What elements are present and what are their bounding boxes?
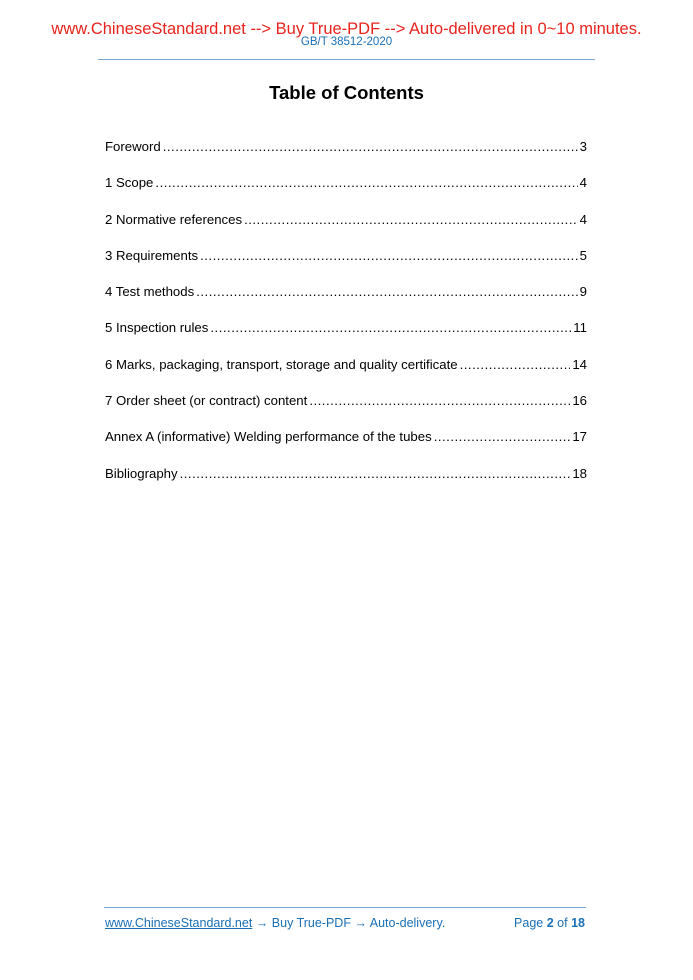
- toc-entry-page: 3: [579, 139, 587, 154]
- toc-entry-requirements[interactable]: [105, 246, 587, 282]
- footer-promo: [105, 916, 445, 930]
- toc-entry-page: 16: [572, 393, 587, 409]
- toc-entry-page: 5: [579, 247, 587, 263]
- toc-entry-scope[interactable]: [105, 173, 587, 209]
- toc-entry-page: 18: [572, 465, 587, 481]
- page-of: of: [557, 916, 568, 930]
- toc-entry-page: 4: [579, 175, 587, 191]
- toc-entry-test-methods[interactable]: [105, 282, 587, 318]
- page-indicator: [514, 916, 585, 930]
- document-code: GB/T 38512-2020: [300, 36, 393, 48]
- dot-leader: [210, 318, 571, 338]
- dot-leader: [196, 282, 577, 302]
- page-footer: [105, 916, 585, 930]
- dot-leader: [155, 173, 577, 193]
- dot-leader: [244, 210, 578, 230]
- toc-entry-page: 14: [572, 356, 587, 372]
- toc-entry-order-sheet[interactable]: [105, 391, 587, 427]
- toc-entry-page: 17: [572, 429, 587, 445]
- toc-entry-inspection-rules[interactable]: [105, 318, 587, 354]
- toc-entry-label: 4 Test methods: [105, 284, 195, 300]
- toc-entry-label: 7 Order sheet (or contract) content: [105, 393, 308, 409]
- toc-entry-foreword[interactable]: [105, 137, 587, 173]
- toc-entry-normative-references[interactable]: [105, 210, 587, 246]
- toc-entry-page: 9: [579, 284, 587, 300]
- toc-entry-marks-packaging[interactable]: [105, 355, 587, 391]
- page-current: 2: [546, 916, 554, 930]
- page-word: Page: [514, 916, 544, 930]
- toc-entry-bibliography[interactable]: [105, 464, 587, 500]
- dot-leader: [180, 464, 571, 484]
- promo-banner[interactable]: www.ChineseStandard.net --> Buy True-PDF --> Auto-delivered in 0~10 minutes.: [51, 20, 642, 38]
- footer-delivery-text: Auto-delivery.: [369, 916, 446, 930]
- toc-entry-label: 3 Requirements: [105, 247, 199, 263]
- footer-divider: [104, 907, 586, 908]
- toc-entry-page: 4: [579, 211, 587, 227]
- table-of-contents: [105, 137, 587, 500]
- page-total: 18: [571, 916, 585, 930]
- dot-leader: [434, 427, 571, 447]
- dot-leader: [163, 137, 578, 157]
- toc-entry-label: Bibliography: [105, 465, 178, 481]
- toc-entry-label: 2 Normative references: [105, 211, 243, 227]
- arrow-right-icon: →: [354, 916, 367, 930]
- toc-entry-label: 1 Scope: [105, 175, 154, 191]
- toc-entry-label: 5 Inspection rules: [105, 320, 209, 336]
- arrow-right-icon: →: [255, 916, 269, 930]
- header-divider: [98, 59, 595, 60]
- toc-entry-page: 11: [573, 320, 587, 336]
- footer-buy-text: Buy True-PDF: [271, 916, 351, 930]
- toc-entry-label: 6 Marks, packaging, transport, storage and quality certificate: [105, 356, 458, 372]
- toc-entry-label: Annex A (informative) Welding performance of the tubes: [105, 429, 432, 445]
- dot-leader: [460, 355, 571, 375]
- footer-site-link[interactable]: www.ChineseStandard.net: [105, 916, 253, 930]
- dot-leader: [309, 391, 570, 411]
- toc-entry-annex-a[interactable]: [105, 427, 587, 463]
- toc-entry-label: Foreword: [105, 139, 161, 154]
- dot-leader: [200, 246, 578, 266]
- toc-title: Table of Contents: [269, 82, 424, 103]
